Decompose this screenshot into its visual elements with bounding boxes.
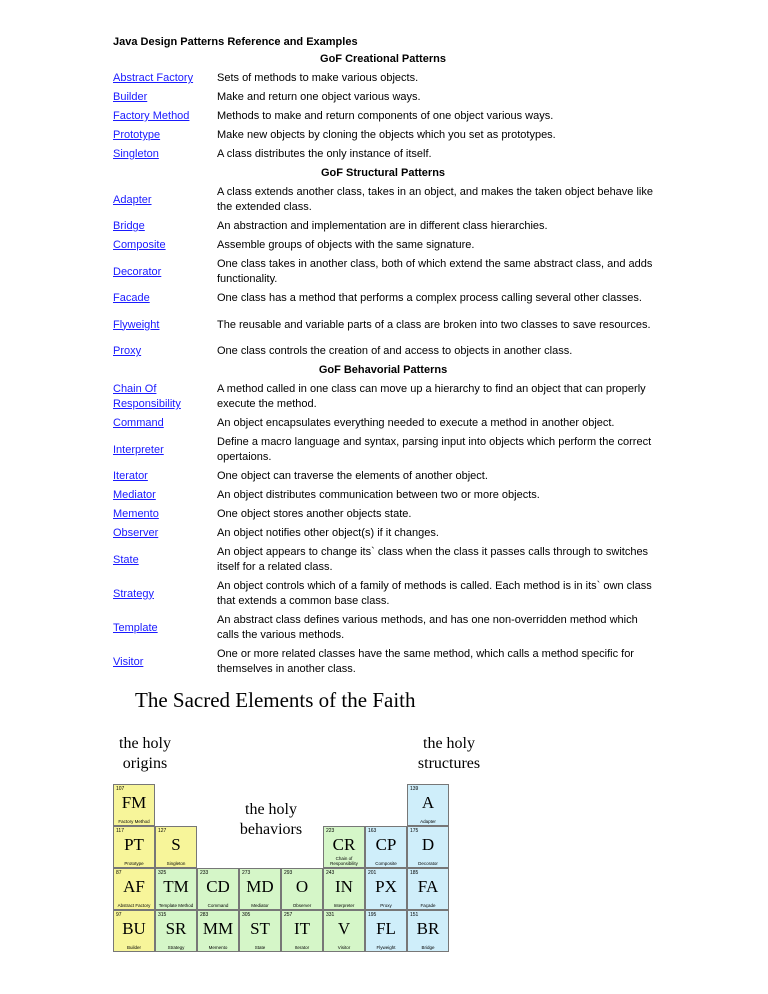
pattern-description: Sets of methods to make various objects. <box>217 72 419 84</box>
pattern-link-interpreter[interactable]: Interpreter <box>113 443 164 456</box>
pattern-row <box>113 524 653 543</box>
pattern-description: Methods to make and return components of one object various ways. <box>217 110 554 122</box>
pattern-description: One or more related classes have the same method, which calls a method specific for themselves in another class. <box>217 648 634 675</box>
pattern-link-abstract-factory[interactable]: Abstract Factory <box>113 72 194 84</box>
element-cell <box>239 868 281 910</box>
element-name: Factory Method <box>118 819 150 824</box>
pattern-link-singleton[interactable]: Singleton <box>113 148 159 160</box>
element-name: Command <box>207 903 229 908</box>
element-cell <box>407 868 449 910</box>
section-heading-structural: GoF Structural Patterns <box>320 167 446 179</box>
element-cell <box>407 826 449 868</box>
pattern-link-strategy[interactable]: Strategy <box>113 587 154 600</box>
pattern-row <box>113 69 653 88</box>
element-cell <box>197 910 239 952</box>
pattern-link-state[interactable]: State <box>113 553 139 566</box>
element-symbol: BU <box>122 919 146 938</box>
element-symbol: A <box>421 793 435 812</box>
pattern-row <box>113 308 653 342</box>
element-symbol: CP <box>375 835 397 854</box>
element-symbol: ST <box>250 919 270 938</box>
element-symbol: O <box>295 877 309 896</box>
element-symbol: AF <box>123 877 145 896</box>
element-number: 233 <box>200 870 209 876</box>
pattern-description: Define a macro language and syntax, parsing input into objects which perform the correct opertaions. <box>217 436 652 463</box>
element-name: Adapter <box>420 819 436 824</box>
element-symbol: CD <box>206 877 230 896</box>
pattern-description: Make and return one object various ways. <box>217 91 421 103</box>
patterns-document <box>113 34 653 679</box>
pattern-description: Assemble groups of objects with the same signature. <box>217 239 475 251</box>
pattern-link-flyweight[interactable]: Flyweight <box>113 318 160 331</box>
element-symbol: D <box>421 835 435 854</box>
element-number: 315 <box>158 912 167 918</box>
section-heading-behavioral: GoF Behavorial Patterns <box>318 364 448 376</box>
pattern-link-builder[interactable]: Builder <box>113 91 148 103</box>
group-label-origins: the holy origins <box>119 735 171 772</box>
pattern-link-adapter[interactable]: Adapter <box>113 193 152 206</box>
element-cell <box>323 868 365 910</box>
element-number: 139 <box>410 786 419 792</box>
element-name: Memento <box>208 945 228 950</box>
pattern-row <box>113 107 653 126</box>
element-symbol: FA <box>417 877 439 896</box>
element-number: 223 <box>326 828 335 834</box>
element-cell <box>281 868 323 910</box>
element-cell <box>113 784 155 826</box>
pattern-row <box>113 145 653 164</box>
element-number: 87 <box>116 870 122 876</box>
element-symbol: CR <box>332 835 356 854</box>
pattern-description: One class has a method that performs a complex process calling several other classes. <box>217 292 642 304</box>
element-symbol: FM <box>121 793 147 812</box>
element-symbol: MD <box>246 877 274 896</box>
pattern-row <box>113 289 653 308</box>
element-name: Strategy <box>167 945 185 950</box>
element-cell <box>281 910 323 952</box>
element-name: Abstract Factory <box>117 903 151 908</box>
pattern-link-decorator[interactable]: Decorator <box>113 265 162 278</box>
pattern-link-composite[interactable]: Composite <box>113 239 166 251</box>
element-cell <box>113 826 155 868</box>
group-label-behaviors: the holy behaviors <box>239 801 303 838</box>
element-symbol: IT <box>293 919 311 938</box>
element-name: Visitor <box>337 945 351 950</box>
pattern-description: An object distributes communication between two or more objects. <box>217 489 540 501</box>
periodic-table-poster <box>113 688 493 968</box>
element-number: 117 <box>116 828 124 834</box>
section-heading-creational: GoF Creational Patterns <box>320 53 446 65</box>
element-number: 175 <box>410 828 419 834</box>
element-cell <box>197 868 239 910</box>
pattern-row <box>113 236 653 255</box>
pattern-row <box>113 543 653 577</box>
poster-title: The Sacred Elements of the Faith <box>135 688 416 712</box>
pattern-row <box>113 255 653 289</box>
pattern-description: Make new objects by cloning the objects which you set as prototypes. <box>217 129 556 141</box>
pattern-link-iterator[interactable]: Iterator <box>113 470 148 482</box>
element-name: Iterator <box>294 945 310 950</box>
pattern-description: A class extends another class, takes in an object, and makes the taken object behave like the extended class. <box>217 186 653 213</box>
pattern-row <box>113 414 653 433</box>
element-name: Mediator <box>251 903 269 908</box>
pattern-description: An object notifies other object(s) if it changes. <box>217 527 439 539</box>
element-cell <box>365 910 407 952</box>
element-cell <box>113 868 155 910</box>
pattern-row <box>113 611 653 645</box>
pattern-row <box>113 126 653 145</box>
pattern-description: The reusable and variable parts of a class are broken into two classes to save resources. <box>217 318 651 331</box>
pattern-row <box>113 217 653 236</box>
element-name: Observer <box>292 903 312 908</box>
element-number: 163 <box>368 828 377 834</box>
element-number: 243 <box>326 870 335 876</box>
pattern-link-memento[interactable]: Memento <box>113 508 159 520</box>
element-number: 283 <box>200 912 209 918</box>
element-symbol: TM <box>163 877 189 896</box>
pattern-row <box>113 380 653 414</box>
pattern-link-factory-method[interactable]: Factory Method <box>113 110 190 122</box>
element-cell <box>239 910 281 952</box>
element-number: 257 <box>284 912 293 918</box>
pattern-description: An abstraction and implementation are in different class hierarchies. <box>217 220 548 232</box>
element-symbol: FL <box>376 919 396 938</box>
element-name: Composite <box>375 861 397 866</box>
element-number: 201 <box>368 870 377 876</box>
element-cell <box>155 826 197 868</box>
pattern-link-bridge[interactable]: Bridge <box>113 220 145 232</box>
pattern-description: An object encapsulates everything needed to execute a method in another object. <box>217 417 615 429</box>
element-number: 97 <box>116 912 122 918</box>
pattern-link-facade[interactable]: Facade <box>113 292 150 304</box>
pattern-row <box>113 577 653 611</box>
pattern-row <box>113 88 653 107</box>
element-symbol: BR <box>416 919 440 938</box>
pattern-description: An object controls which of a family of methods is called. Each method is in its` own class that extends a common base class. <box>217 580 652 607</box>
element-symbol: V <box>337 919 351 938</box>
element-cell <box>113 910 155 952</box>
pattern-description: A class distributes the only instance of itself. <box>217 148 432 160</box>
element-name: Builder <box>126 945 141 950</box>
element-name: Template Method <box>158 903 194 908</box>
pattern-description: One object can traverse the elements of another object. <box>217 470 488 482</box>
element-cell <box>155 868 197 910</box>
pattern-link-proxy[interactable]: Proxy <box>113 345 142 357</box>
pattern-row <box>113 183 653 217</box>
element-name: Proxy <box>380 903 392 908</box>
element-name: Façade <box>420 903 436 908</box>
pattern-description: An object appears to change its` class when the class it passes calls through to switches itself for a related class. <box>217 546 649 573</box>
element-cell <box>407 910 449 952</box>
pattern-row <box>113 505 653 524</box>
pattern-description: One object stores another objects state. <box>217 508 412 520</box>
element-symbol: PX <box>375 877 397 896</box>
element-cell <box>323 826 365 868</box>
element-number: 293 <box>284 870 293 876</box>
element-name: Singleton <box>166 861 186 866</box>
pattern-row <box>113 645 653 679</box>
pattern-description: A method called in one class can move up a hierarchy to find an object that can properly execute the method. <box>217 383 646 410</box>
pattern-link-visitor[interactable]: Visitor <box>113 655 144 668</box>
pattern-link-observer[interactable]: Observer <box>113 527 159 539</box>
element-number: 273 <box>242 870 251 876</box>
pattern-link-chain-of-responsibility[interactable]: Chain Of Responsibility <box>113 383 181 410</box>
element-cell <box>155 910 197 952</box>
pattern-description: An abstract class defines various methods, and has one non-overridden method which calls the various methods. <box>217 614 638 641</box>
element-number: 107 <box>116 786 125 792</box>
element-number: 195 <box>368 912 377 918</box>
element-cell <box>365 868 407 910</box>
document-title: Java Design Patterns Reference and Examples <box>113 36 358 48</box>
pattern-row <box>113 467 653 486</box>
element-number: 185 <box>410 870 419 876</box>
element-name: Prototype <box>124 861 144 866</box>
element-symbol: SR <box>165 919 187 938</box>
pattern-link-mediator[interactable]: Mediator <box>113 489 156 501</box>
pattern-description: One class takes in another class, both of which extend the same abstract class, and adds functionality. <box>217 258 653 285</box>
element-number: 325 <box>158 870 167 876</box>
element-name: Decorator <box>418 861 438 866</box>
pattern-row <box>113 433 653 467</box>
pattern-row <box>113 342 653 361</box>
element-number: 127 <box>158 828 167 834</box>
element-name: Interpreter <box>333 903 355 908</box>
pattern-link-template[interactable]: Template <box>113 621 158 634</box>
element-number: 331 <box>326 912 335 918</box>
element-symbol: MM <box>202 919 234 938</box>
pattern-link-command[interactable]: Command <box>113 417 164 429</box>
element-symbol: IN <box>335 877 353 896</box>
element-name: Bridge <box>421 945 435 950</box>
element-name: Flyweight <box>376 945 396 950</box>
element-number: 151 <box>410 912 419 918</box>
element-cell <box>323 910 365 952</box>
element-cell <box>365 826 407 868</box>
element-name: State <box>254 945 266 950</box>
element-name: Chain of Responsibility <box>330 856 358 866</box>
group-label-structures: the holy structures <box>417 735 481 772</box>
pattern-link-prototype[interactable]: Prototype <box>113 129 161 141</box>
element-cell <box>407 784 449 826</box>
pattern-description: One class controls the creation of and access to objects in another class. <box>217 345 573 357</box>
element-symbol: PT <box>124 835 144 854</box>
pattern-row <box>113 486 653 505</box>
element-number: 305 <box>242 912 251 918</box>
element-symbol: S <box>171 835 181 854</box>
